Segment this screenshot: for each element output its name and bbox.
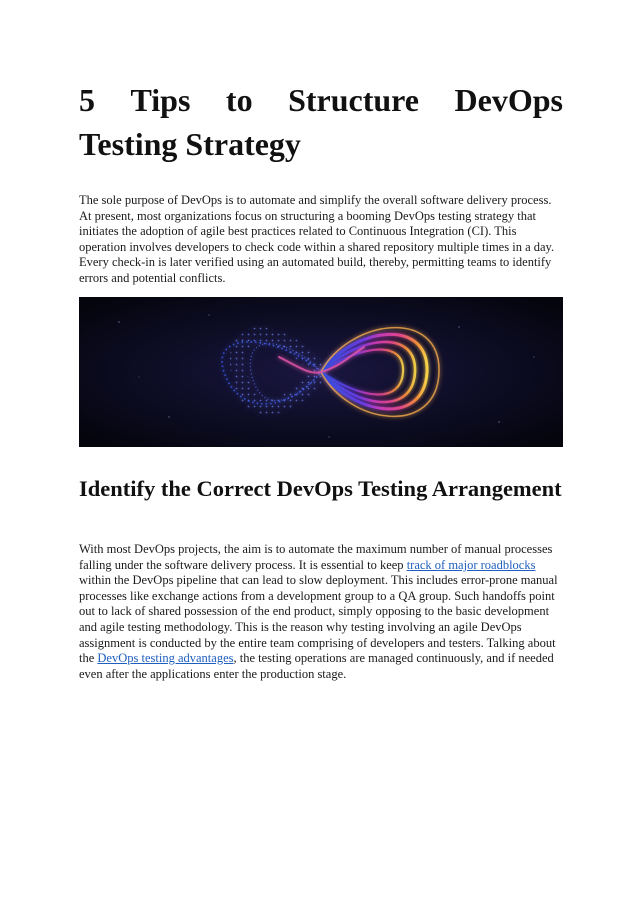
title-word: Tips <box>130 82 191 118</box>
page-title <box>79 78 563 166</box>
hero-image <box>79 297 563 447</box>
title-word: DevOps <box>454 82 563 118</box>
track-roadblocks-link[interactable]: track of major roadblocks <box>406 557 536 572</box>
page-title-line-2: Testing Strategy <box>79 126 301 162</box>
section-paragraph <box>79 542 563 682</box>
paragraph-text: With most DevOps projects, the aim is to automate the maximum number of manual processes falling under the software delivery process. It is essential to keep <box>79 542 553 572</box>
infinity-icon <box>79 297 563 447</box>
paragraph-text: , the testing operations are managed continuously, and if needed even after the applications enter the production stage. <box>79 651 554 681</box>
title-word: 5 <box>79 82 95 118</box>
page-title-line-1 <box>79 78 563 122</box>
title-word: Structure <box>288 82 419 118</box>
title-word: to <box>225 82 253 118</box>
section-heading: Identify the Correct DevOps Testing Arrangement <box>79 476 562 501</box>
paragraph-text: within the DevOps pipeline that can lead to slow deployment. This includes error-prone manual processes like exchange actions from a development group to a QA group. Such handoffs point out to lack of shared possession of the end product, simply opposing to the basic development and agile testing methodology. This is the reason why testing involving an agile DevOps assignment is conducted by the entire team comprising of developers and testers. Talking about the <box>79 573 558 666</box>
intro-paragraph: The sole purpose of DevOps is to automate and simplify the overall software delivery process. At present, most organizations focus on structuring a booming DevOps testing strategy that initiates the adoption of agile best practices related to Continuous Integration (CI). This operation involves developers to check code within a shared repository multiple times in a day. Every check-in is later verified using an automated build, thereby, permitting teams to identify errors and potential conflicts. <box>79 193 555 285</box>
devops-testing-advantages-link[interactable]: DevOps testing advantages <box>97 651 234 666</box>
